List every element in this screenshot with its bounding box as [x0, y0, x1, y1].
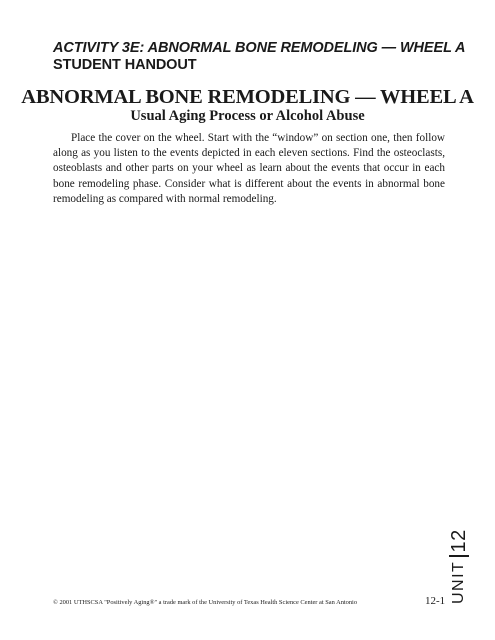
handout-label: STUDENT HANDOUT	[53, 57, 197, 73]
unit-label: UNIT	[450, 560, 467, 604]
unit-divider	[449, 555, 469, 556]
unit-tab	[446, 528, 472, 604]
page-title: ABNORMAL BONE REMODELING — WHEEL A	[21, 86, 474, 108]
unit-number: 12	[447, 529, 470, 553]
copyright-footer: © 2001 UTHSCSA "Positively Aging®" a trade mark of the University of Texas Health Science Center at San Antonio	[53, 599, 358, 606]
page-number: 12-1	[425, 595, 446, 607]
activity-header	[53, 40, 473, 74]
instructions-paragraph: Place the cover on the wheel. Start with the “window” on section one, then follow along as you listen to the events depicted in each eleven sections. Find the osteoclasts, osteoblasts and other parts on your wheel as learn about the events that occur in each bone remodeling phase. Consider what is different about the events in abnormal bone remodeling as compared with normal remodeling.	[53, 132, 445, 205]
activity-title: ACTIVITY 3E: ABNORMAL BONE REMODELING — WHEEL A	[53, 40, 466, 56]
unit-tab-rotated	[446, 528, 472, 604]
page-subtitle: Usual Aging Process or Alcohol Abuse	[130, 108, 365, 124]
